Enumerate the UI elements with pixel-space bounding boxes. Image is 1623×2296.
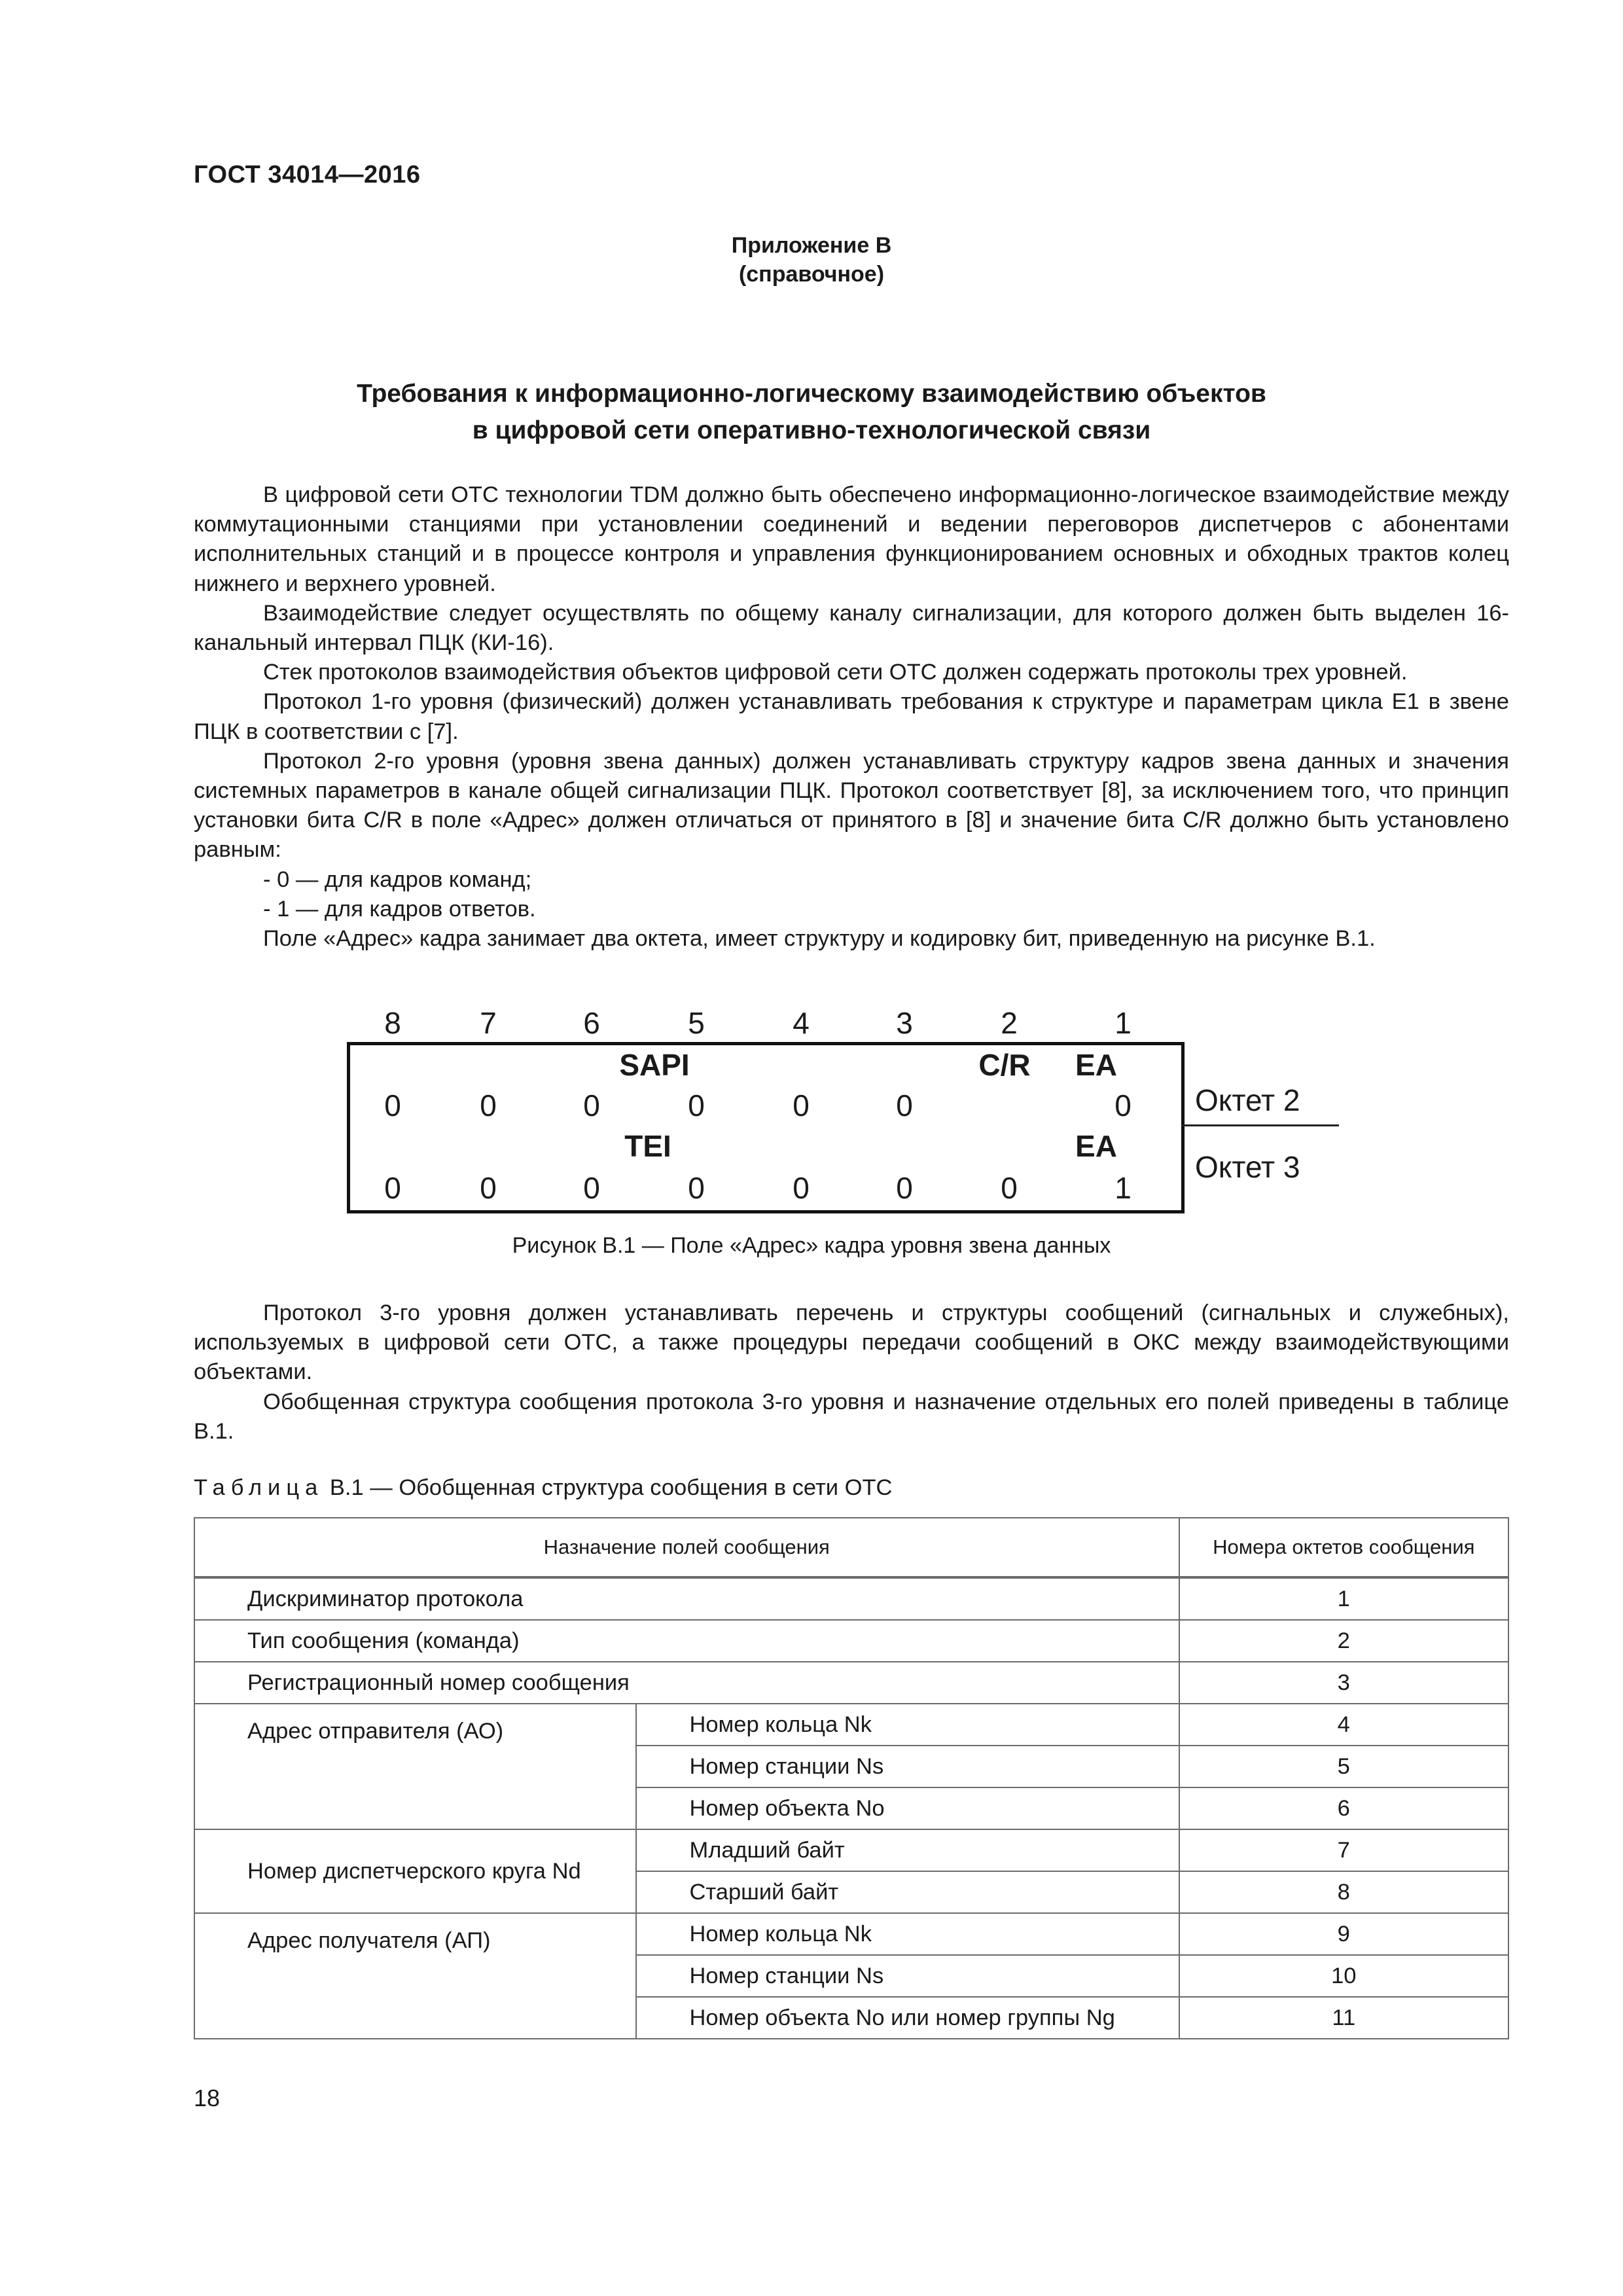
table-cell: 3 [1179,1662,1508,1704]
body-text [194,480,1509,954]
ea-label: EA [1075,1129,1117,1163]
table-header-row [194,1518,1508,1577]
table-cell: 9 [1179,1913,1508,1955]
table-caption [194,1475,892,1501]
appendix-title: Приложение В [731,233,892,258]
octet-3-label: Октет 3 [1195,1150,1300,1184]
bit-value: 0 [793,1088,810,1122]
body-text-2 [194,1299,1509,1446]
column-header: Назначение полей сообщения [194,1518,1179,1577]
document-header: ГОСТ 34014—2016 [194,161,421,188]
bit-value: 0 [688,1171,705,1205]
paragraph: Обобщенная структура сообщения протокола 3-го уровня и назначение отдельных его полей приведены в таблице В.1. [194,1389,1509,1444]
paragraph: Поле «Адрес» кадра занимает два октета, имеет структуру и кодировку бит, приведенную на рисунке В.1. [263,926,1376,952]
table-cell: 6 [1179,1787,1508,1829]
table-cell: Номер объекта No или номер группы Ng [636,1997,1179,2039]
bit-value: 0 [896,1171,913,1205]
table-cell: 7 [1179,1829,1508,1871]
cr-label: C/R [978,1048,1031,1082]
table-row [194,1829,1508,1871]
paragraph: Стек протоколов взаимодействия объектов цифровой сети ОТС должен содержать протоколы трех уровней. [263,660,1408,685]
bit-number: 8 [384,1006,401,1040]
bit-number: 5 [688,1006,705,1040]
ea-label: EA [1075,1048,1117,1082]
table-cell: Номер станции Ns [636,1746,1179,1787]
table-cell: 2 [1179,1620,1508,1662]
table-cell: Тип сообщения (команда) [194,1620,1179,1662]
octet-2-label: Октет 2 [1195,1083,1300,1117]
table-cell: 4 [1179,1704,1508,1746]
table-cell: 10 [1179,1955,1508,1997]
bit-value: 0 [1001,1171,1018,1205]
table-cell: Дискриминатор протокола [194,1577,1179,1620]
table-cell: Номер кольца Nk [636,1913,1179,1955]
table-row [194,1913,1508,1955]
table-group-cell: Номер диспетчерского круга Nd [194,1829,636,1913]
table-cell: 1 [1179,1577,1508,1620]
bit-value: 0 [384,1171,401,1205]
appendix-type: (справочное) [738,262,885,287]
bit-value: 1 [1115,1171,1132,1205]
paragraph: Протокол 1-го уровня (физический) должен устанавливать требования к структуре и параметрам цикла Е1 в звене ПЦК в соответствии с [7]. [194,689,1509,744]
bit-number: 4 [793,1006,810,1040]
table-caption-rest: В.1 — Обобщенная структура сообщения в сети ОТС [323,1475,893,1500]
bit-value: 0 [384,1088,401,1122]
table-row [194,1662,1508,1704]
tei-label: TEI [624,1129,671,1163]
table-row [194,1620,1508,1662]
sapi-label: SAPI [619,1048,690,1082]
paragraph: Протокол 3-го уровня должен устанавливать перечень и структуры сообщений (сигнальных и служебных), используемых в цифровой сети ОТС, а также процедуры передачи сообщений в ОКС между взаимодействующими объектами. [194,1300,1509,1385]
bit-value: 0 [480,1088,497,1122]
table-cell: Номер кольца Nk [636,1704,1179,1746]
bit-value: 0 [583,1088,600,1122]
section-title-line-2: в цифровой сети оперативно-технологической связи [472,416,1151,444]
bit-value: 0 [1115,1088,1132,1122]
table-cell: 8 [1179,1871,1508,1913]
bit-value: 0 [480,1171,497,1205]
table-group-cell: Адрес отправителя (АО) [194,1704,636,1829]
page-number: 18 [194,2085,221,2111]
bit-number: 7 [480,1006,497,1040]
bit-value: 0 [583,1171,600,1205]
table-group-cell: Адрес получателя (АП) [194,1913,636,2039]
table-cell: Регистрационный номер сообщения [194,1662,1179,1704]
section-title [0,376,1623,449]
bit-value: 0 [896,1088,913,1122]
octet-separator [1182,1124,1339,1126]
table-cell: Номер станции Ns [636,1955,1179,1997]
bit-value: 0 [793,1171,810,1205]
table-row [194,1704,1508,1746]
column-header: Номера октетов сообщения [1179,1518,1508,1577]
figure-caption: Рисунок В.1 — Поле «Адрес» кадра уровня звена данных [512,1233,1111,1258]
table-cell: Старший байт [636,1871,1179,1913]
bit-value: 0 [688,1088,705,1122]
paragraph: В цифровой сети ОТС технологии TDM должно быть обеспечено информационно-логическое взаимодействие между коммутационными станциями при установлении соединений и ведении переговоров диспетчеров с абонентами исполнительных станций и в процессе контроля и управления функционированием основных и обходных трактов колец нижнего и верхнего уровней. [194,482,1509,596]
list-item: - 0 — для кадров команд; [263,867,532,892]
table-caption-prefix: Таблица [194,1475,324,1500]
table-cell: Младший байт [636,1829,1179,1871]
message-structure-table [194,1517,1509,2039]
table-row [194,1577,1508,1620]
table-cell: 11 [1179,1997,1508,2039]
table-cell: Номер объекта No [636,1787,1179,1829]
paragraph: Взаимодействие следует осуществлять по общему каналу сигнализации, для которого должен быть выделен 16-канальный интервал ПЦК (КИ-16). [194,600,1509,656]
table-cell: 5 [1179,1746,1508,1787]
bit-number: 3 [896,1006,913,1040]
bit-number: 6 [583,1006,600,1040]
bit-number: 2 [1001,1006,1018,1040]
section-title-line-1: Требования к информационно-логическому взаимодействию объектов [357,380,1266,408]
list-item: - 1 — для кадров ответов. [263,896,536,922]
bit-number: 1 [1115,1006,1132,1040]
paragraph: Протокол 2-го уровня (уровня звена данных) должен устанавливать структуру кадров звена данных и значения системных параметров в канале общей сигнализации ПЦК. Протокол соответствует [8], за исключением того, что принцип установки бита C/R в поле «Адрес» должен отличаться от принятого в [8] и значение бита C/R должно быть установлено равным: [194,748,1509,863]
